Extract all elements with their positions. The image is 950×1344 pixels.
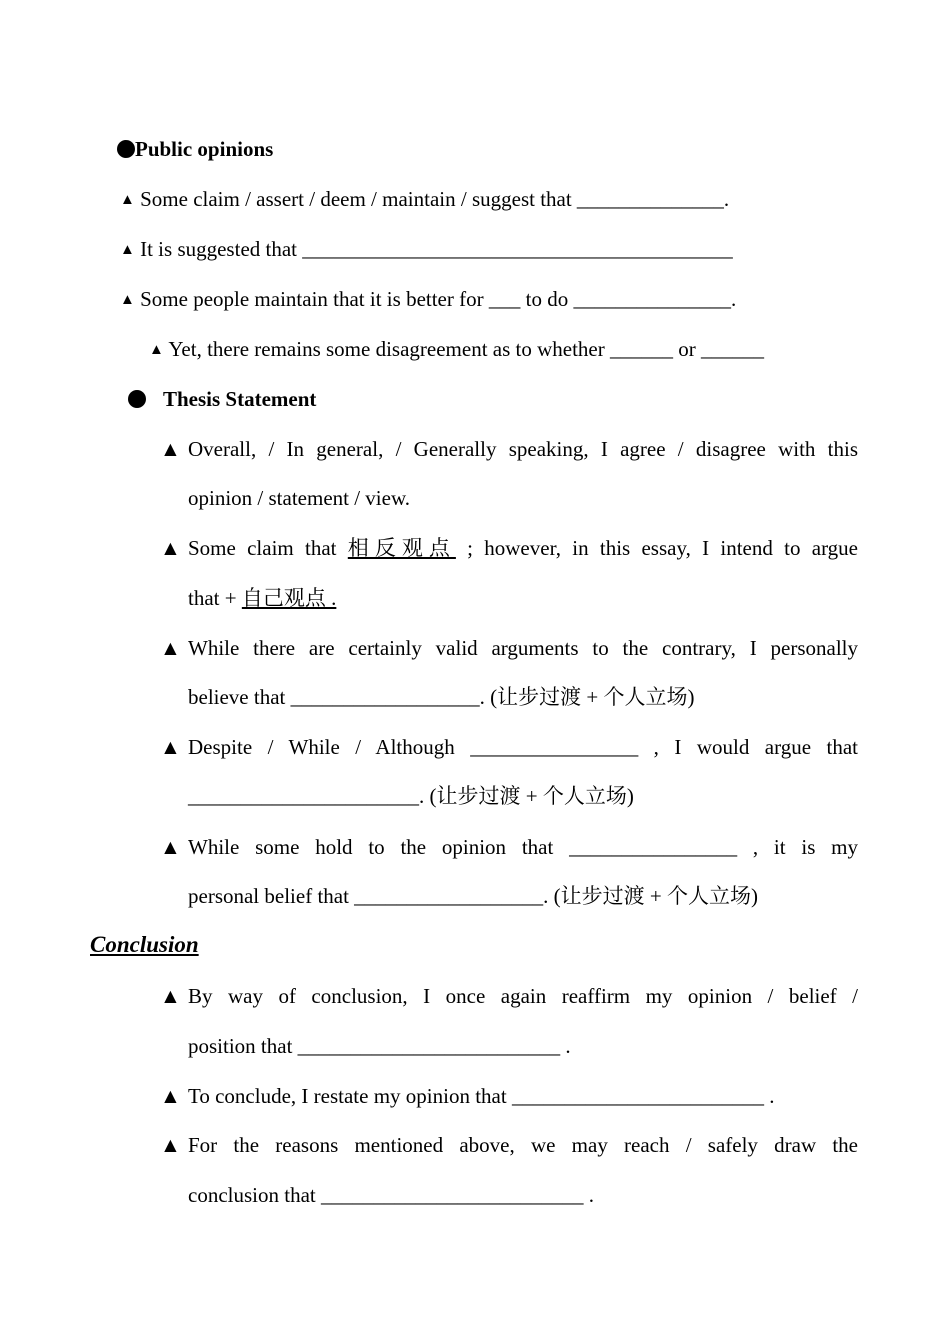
thesis-item-3-line-2: believe that __________________. (让步过渡 + 个人立场) bbox=[188, 685, 695, 709]
thesis-item-4-line-1: Despite / While / Although ________________ , I would argue that bbox=[188, 735, 858, 759]
thesis-item-2-line-2: that + 自己观点 . bbox=[188, 586, 337, 610]
thesis-item-1-line-2: opinion / statement / view. bbox=[188, 486, 411, 510]
triangle-bullet-icon: ▲ bbox=[160, 437, 181, 461]
conclusion-item-3-line-2: conclusion that _________________________ . bbox=[188, 1183, 594, 1207]
conclusion-item-3-line-1: For the reasons mentioned above, we may reach / safely draw the bbox=[188, 1133, 858, 1157]
thesis-item-1-line-1: Overall, / In general, / Generally speaking, I agree / disagree with this bbox=[188, 437, 858, 461]
triangle-bullet-icon: ▲ bbox=[160, 1084, 181, 1108]
list-item: ▲ Some claim / assert / deem / maintain / suggest that ______________. bbox=[120, 187, 730, 211]
conclusion-item-2: To conclude, I restate my opinion that ________________________ . bbox=[188, 1084, 775, 1108]
triangle-bullet-icon: ▲ bbox=[120, 242, 135, 258]
opposing-view-placeholder: 相反观点 bbox=[347, 536, 456, 560]
bullet-dot-icon bbox=[117, 140, 135, 158]
conclusion-heading: Conclusion bbox=[90, 932, 199, 957]
triangle-bullet-icon: ▲ bbox=[120, 192, 135, 208]
triangle-bullet-icon: ▲ bbox=[160, 1133, 181, 1157]
thesis-item-5-line-2: personal belief that __________________. (让步过渡 + 个人立场) bbox=[188, 884, 759, 908]
thesis-heading: Thesis Statement bbox=[128, 386, 316, 412]
triangle-bullet-icon: ▲ bbox=[149, 342, 164, 358]
triangle-bullet-icon: ▲ bbox=[160, 735, 181, 759]
conclusion-item-1-line-2: position that _________________________ . bbox=[188, 1034, 571, 1058]
list-item: ▲ Some people maintain that it is better for ___ to do _______________. bbox=[120, 287, 737, 311]
list-item: ▲ It is suggested that _________________________________________ bbox=[120, 237, 733, 261]
public-opinions-heading: Public opinions bbox=[117, 136, 273, 162]
triangle-bullet-icon: ▲ bbox=[120, 292, 135, 308]
triangle-bullet-icon: ▲ bbox=[160, 636, 181, 660]
own-view-placeholder: 自己观点 . bbox=[241, 586, 337, 610]
thesis-item-5-line-1: While some hold to the opinion that ________________ , it is my bbox=[188, 835, 858, 859]
thesis-item-2-line-1: Some claim that 相反观点 ; however, in this essay, I intend to argue bbox=[188, 536, 858, 560]
thesis-item-3-line-1: While there are certainly valid arguments to the contrary, I personally bbox=[188, 636, 858, 660]
list-item: ▲ Yet, there remains some disagreement as to whether ______ or ______ bbox=[149, 337, 764, 361]
thesis-item-4-line-2: ______________________. (让步过渡 + 个人立场) bbox=[188, 784, 634, 808]
triangle-bullet-icon: ▲ bbox=[160, 984, 181, 1008]
bullet-dot-icon bbox=[128, 390, 146, 408]
triangle-bullet-icon: ▲ bbox=[160, 536, 181, 560]
triangle-bullet-icon: ▲ bbox=[160, 835, 181, 859]
conclusion-item-1-line-1: By way of conclusion, I once again reaffirm my opinion / belief / bbox=[188, 984, 858, 1008]
